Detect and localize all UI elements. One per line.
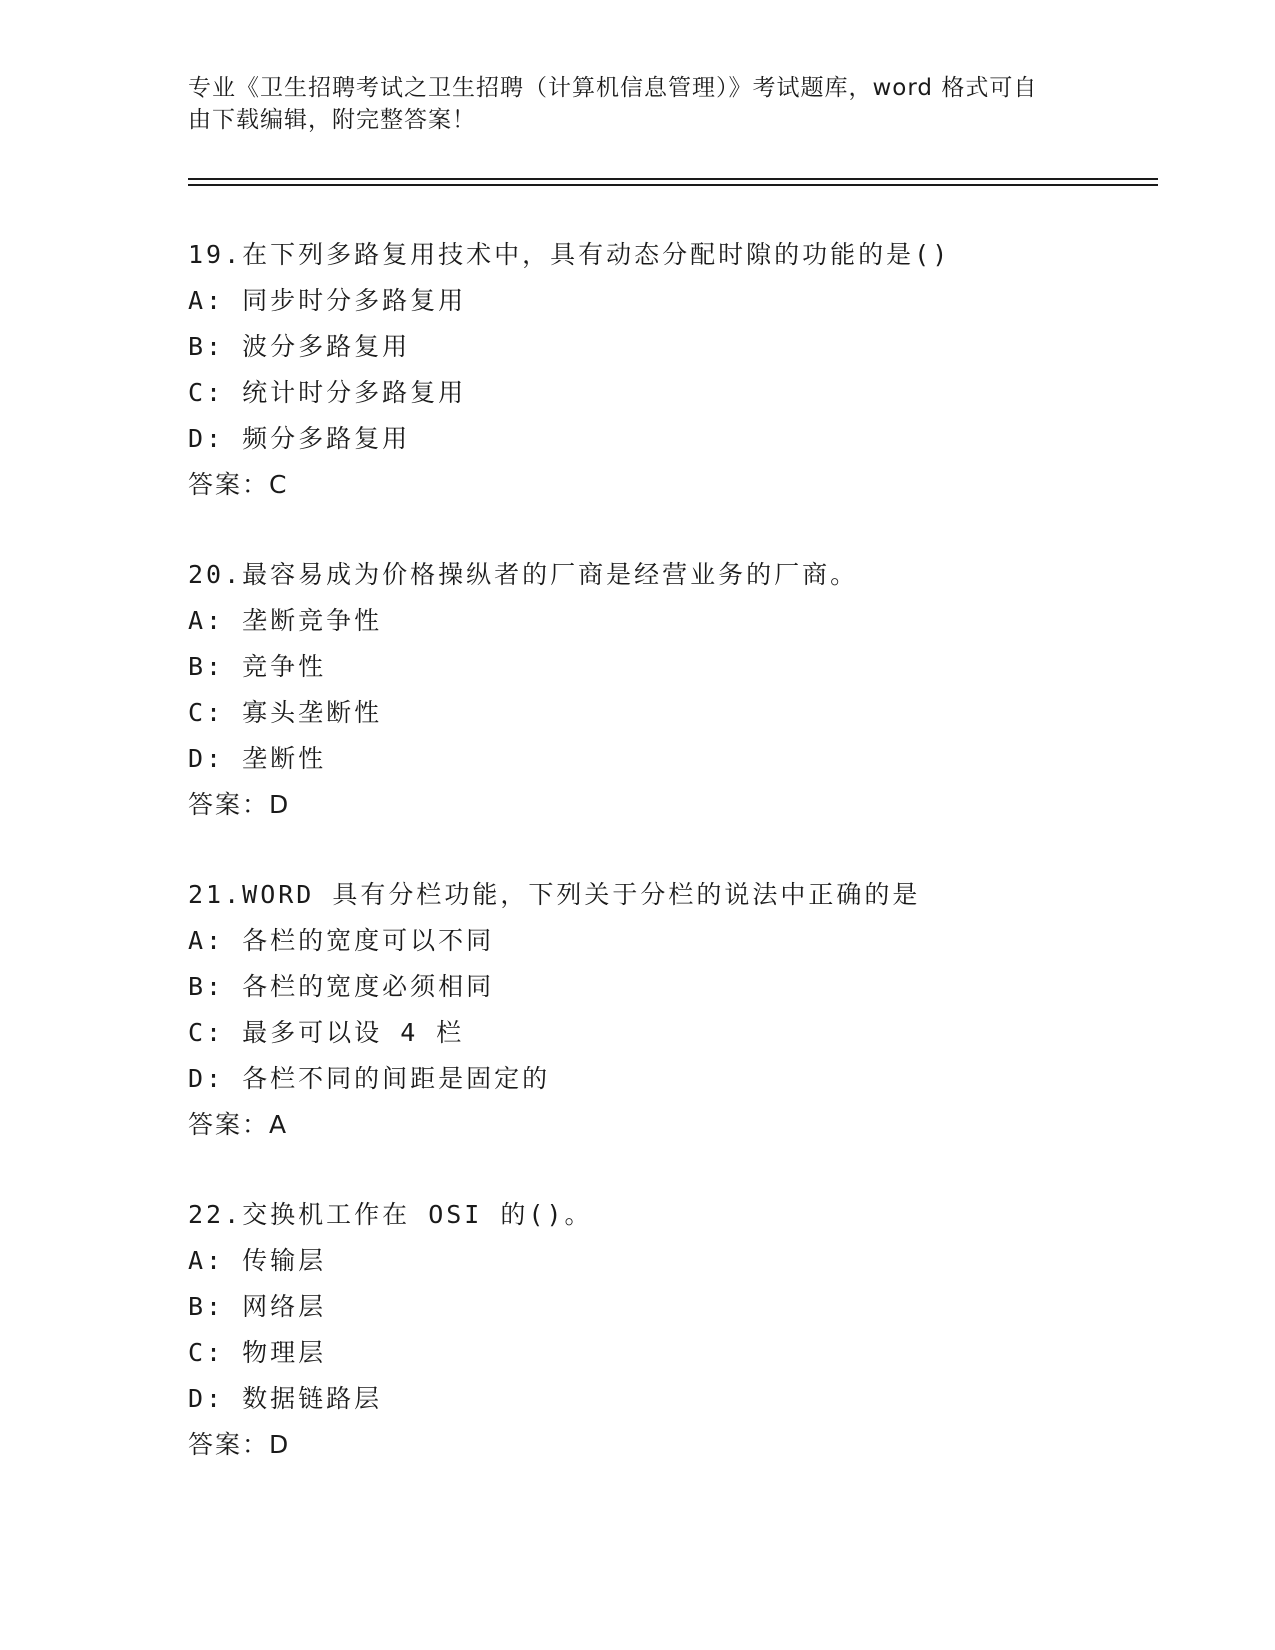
option-d: D: 垄断性	[188, 744, 327, 773]
option-b: B: 波分多路复用	[188, 332, 411, 361]
question-stem: 19.在下列多路复用技术中，具有动态分配时隙的功能的是()	[188, 240, 951, 269]
option-a: A: 各栏的宽度可以不同	[188, 926, 495, 955]
question-20	[188, 552, 1168, 828]
answer: 答案：D	[188, 1430, 291, 1459]
option-b: B: 网络层	[188, 1292, 327, 1321]
answer: 答案：D	[188, 790, 291, 819]
question-stem: 22.交换机工作在 OSI 的()。	[188, 1200, 593, 1229]
header-divider-bottom	[188, 184, 1158, 186]
option-c: C: 统计时分多路复用	[188, 378, 467, 407]
answer: 答案：A	[188, 1110, 289, 1139]
option-c: C: 寡头垄断性	[188, 698, 383, 727]
option-d: D: 数据链路层	[188, 1384, 383, 1413]
option-c: C: 最多可以设 4 栏	[188, 1018, 465, 1047]
header-divider-top	[188, 178, 1158, 180]
option-a: A: 同步时分多路复用	[188, 286, 467, 315]
header-line-2: 由下载编辑，附完整答案！	[188, 107, 476, 133]
option-c: C: 物理层	[188, 1338, 327, 1367]
option-b: B: 竞争性	[188, 652, 327, 681]
option-a: A: 垄断竞争性	[188, 606, 383, 635]
option-a: A: 传输层	[188, 1246, 327, 1275]
header-line-1: 专业《卫生招聘考试之卫生招聘（计算机信息管理）》考试题库，word 格式可自	[188, 75, 1038, 101]
question-21	[188, 872, 1168, 1148]
option-d: D: 各栏不同的间距是固定的	[188, 1064, 551, 1093]
option-b: B: 各栏的宽度必须相同	[188, 972, 495, 1001]
answer: 答案：C	[188, 470, 289, 499]
question-stem: 21.WORD 具有分栏功能，下列关于分栏的说法中正确的是	[188, 880, 921, 909]
question-stem: 20.最容易成为价格操纵者的厂商是经营业务的厂商。	[188, 560, 859, 589]
document-header	[188, 72, 1068, 136]
question-19	[188, 232, 1168, 508]
option-d: D: 频分多路复用	[188, 424, 411, 453]
question-22	[188, 1192, 1168, 1468]
